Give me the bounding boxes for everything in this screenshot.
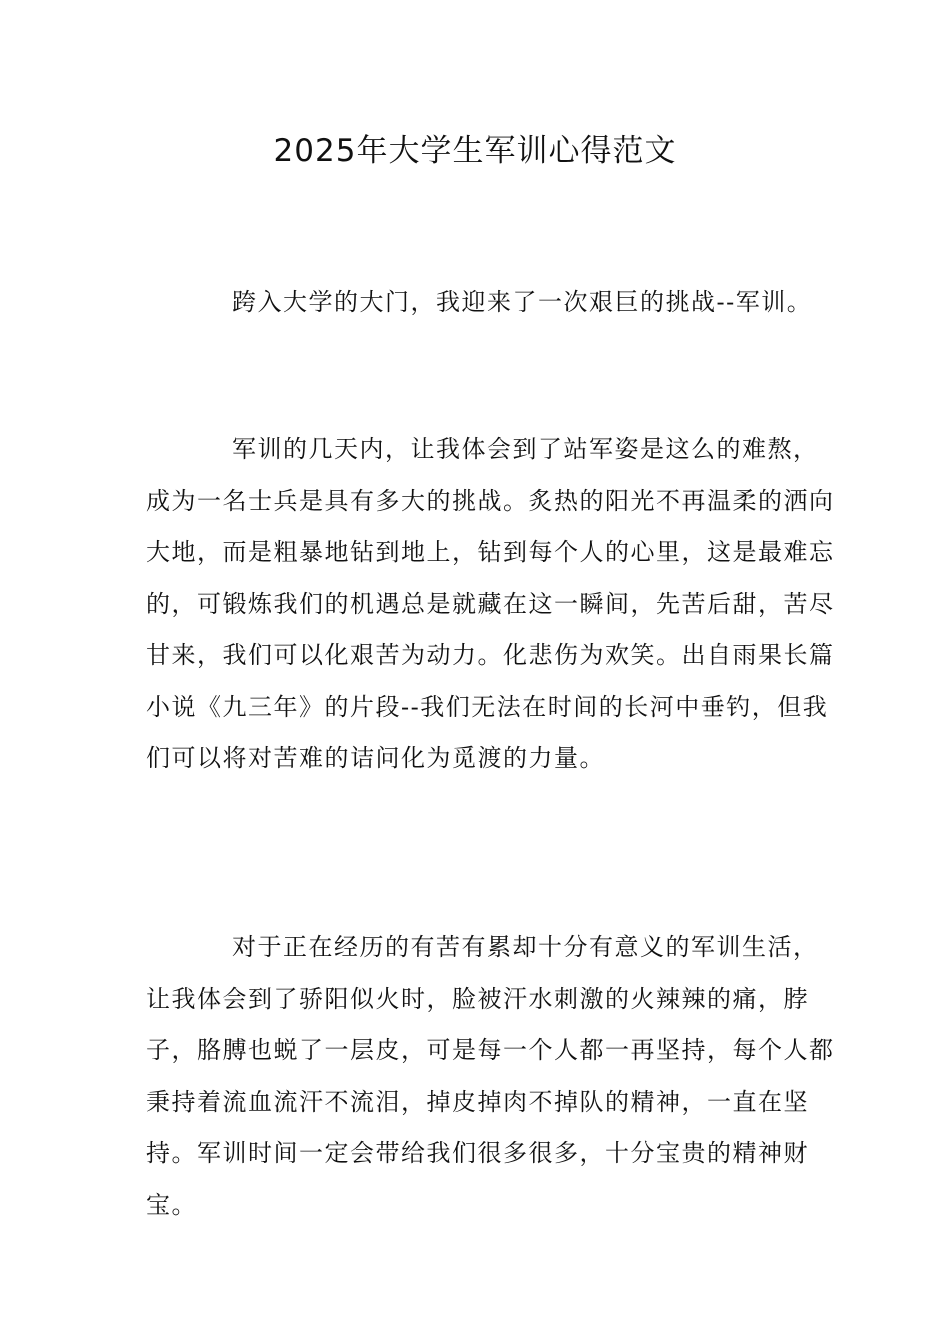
paragraph-intro: 跨入大学的大门，我迎来了一次艰巨的挑战--军训。: [232, 288, 813, 316]
paragraph-experience: 军训的几天内，让我体会到了站军姿是这么的难熬，成为一名士兵是具有多大的挑战。炙热的阳光不再温柔的洒向大地，而是粗暴地钻到地上，钻到每个人的心里，这是最难忘的，可锻炼我们的机遇总是就藏在这一瞬间，先苦后甜，苦尽甘来，我们可以化艰苦为动力。化悲伤为欢笑。出自雨果长篇小说《九三年》的片段--我们无法在时间的长河中垂钓，但我们可以将对苦难的诘问化为觅渡的力量。: [146, 435, 835, 772]
paragraph-reflection: 对于正在经历的有苦有累却十分有意义的军训生活，让我体会到了骄阳似火时，脸被汗水刺激的火辣辣的痛，脖子，胳膊也蜕了一层皮，可是每一个人都一再坚持，每个人都秉持着流血流汗不流泪，掉皮掉肉不掉队的精神，一直在坚持。军训时间一定会带给我们很多很多，十分宝贵的精神财宝。: [146, 933, 835, 1219]
document-title: 2025年大学生军训心得范文: [273, 133, 677, 169]
